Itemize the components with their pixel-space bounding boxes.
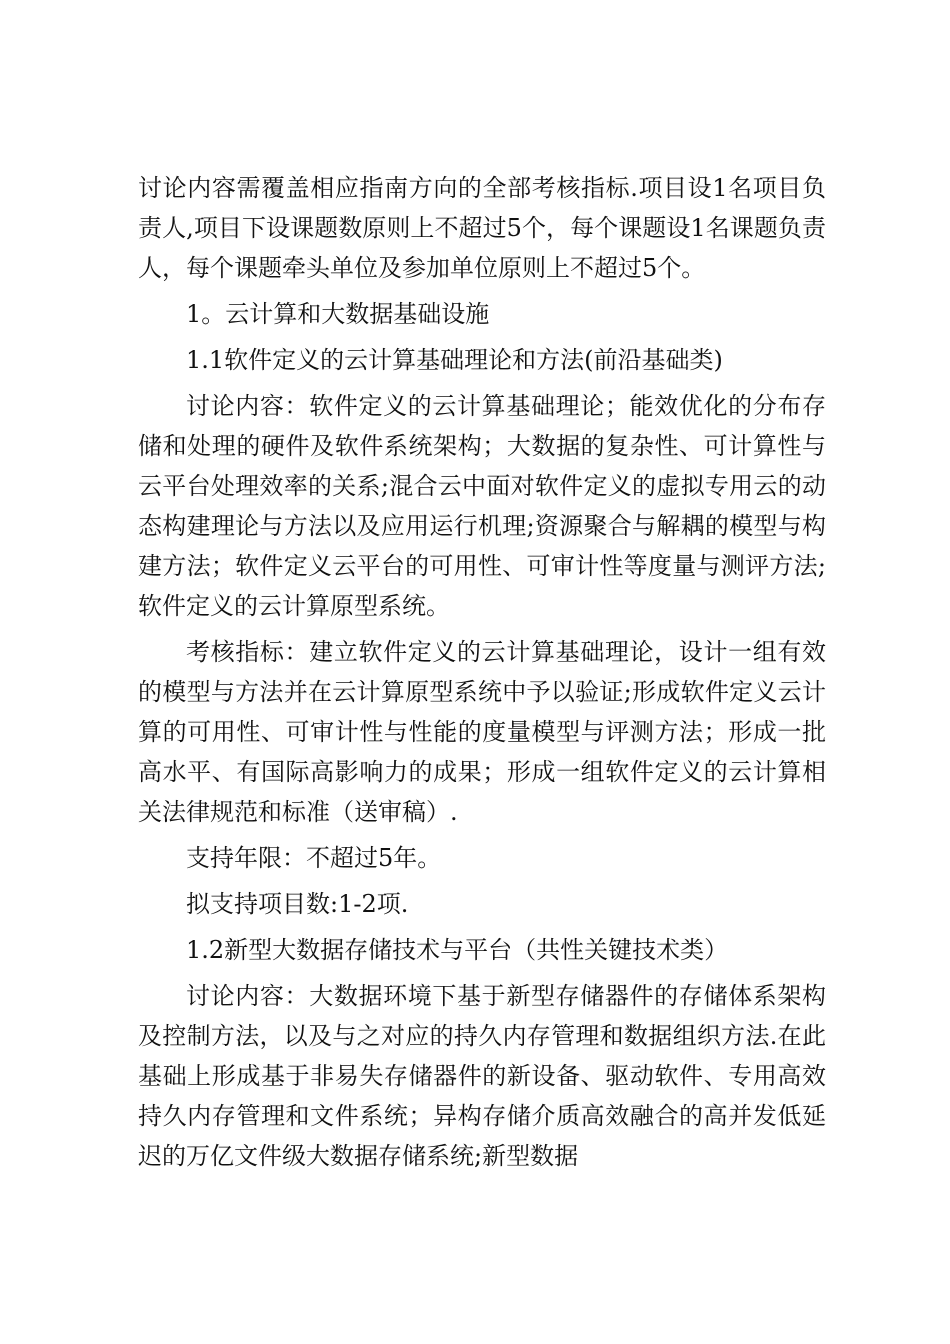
subsection-heading-1-1: 1.1软件定义的云计算基础理论和方法(前沿基础类) [186, 346, 723, 374]
paragraph-project-count: 拟支持项目数:1-2项. [186, 890, 409, 918]
paragraph-discussion-content-1-1: 讨论内容：软件定义的云计算基础理论；能效优化的分布存储和处理的硬件及软件系统架构；大数据的复杂性、可计算性与云平台处理效率的关系;混合云中面对软件定义的虚拟专用云的动态构建理论与方法以及应用运行机理;资源聚合与解耦的模型与构建方法；软件定义云平台的可用性、可审计性等度量与测评方法;软件定义的云计算原型系统。 [138, 392, 826, 620]
paragraph-support-period: 支持年限：不超过5年。 [186, 844, 442, 872]
subsection-heading-1-2: 1.2新型大数据存储技术与平台（共性关键技术类） [186, 936, 729, 964]
paragraph-scope-intro: 讨论内容需覆盖相应指南方向的全部考核指标.项目设1名项目负责人,项目下设课题数原则上不超过5个，每个课题设1名课题负责人，每个课题牵头单位及参加单位原则上不超过5个。 [138, 174, 826, 282]
paragraph-assessment-indicators-1-1: 考核指标：建立软件定义的云计算基础理论，设计一组有效的模型与方法并在云计算原型系统中予以验证;形成软件定义云计算的可用性、可审计性与性能的度量模型与评测方法；形成一批高水平、有国际高影响力的成果；形成一组软件定义的云计算相关法律规范和标准（送审稿）. [138, 638, 826, 826]
document-page [138, 168, 826, 1176]
section-heading-cloud-bigdata: 1。云计算和大数据基础设施 [186, 300, 490, 328]
paragraph-discussion-content-1-2: 讨论内容：大数据环境下基于新型存储器件的存储体系架构及控制方法，以及与之对应的持久内存管理和数据组织方法.在此基础上形成基于非易失存储器件的新设备、驱动软件、专用高效持久内存管理和文件系统；异构存储介质高效融合的高并发低延迟的万亿文件级大数据存储系统;新型数据 [138, 982, 826, 1170]
